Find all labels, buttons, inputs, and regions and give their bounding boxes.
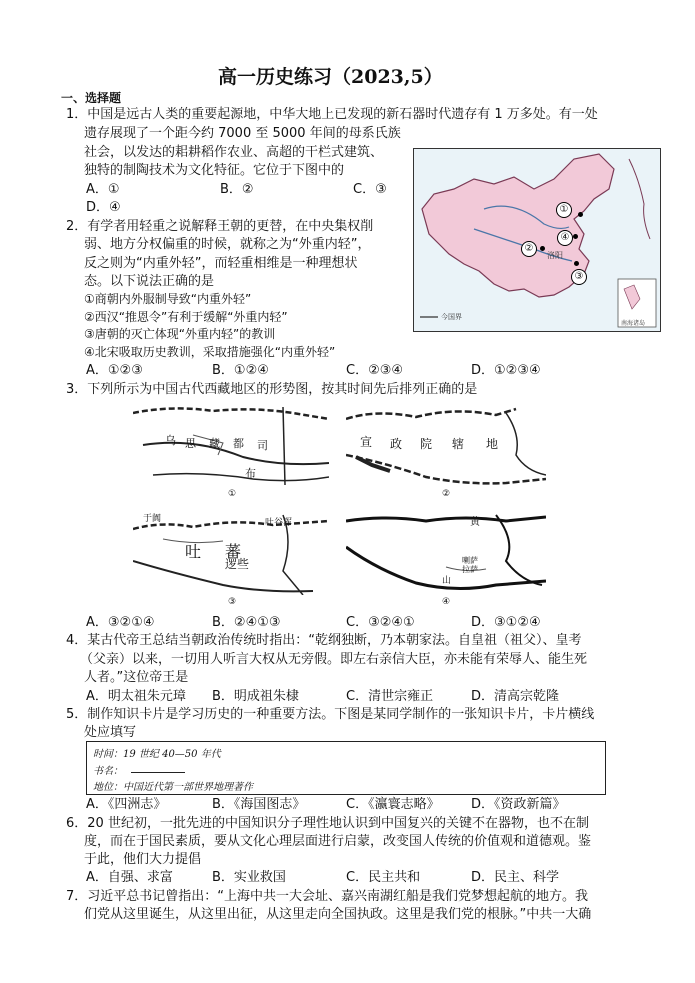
map4-label-3: 拉萨 bbox=[462, 565, 478, 574]
map1-label-6: 布 bbox=[245, 467, 256, 480]
q3-option-a: A．③②①④ bbox=[86, 615, 155, 630]
map2-label-2: 政 bbox=[390, 437, 403, 451]
map-point-2 bbox=[540, 246, 545, 251]
q2-option-c: C．②③④ bbox=[346, 363, 404, 378]
map3-label-2: 吐谷浑 bbox=[265, 518, 293, 528]
map-point-4 bbox=[573, 234, 578, 239]
q2-option-a: A．①②③ bbox=[86, 363, 143, 378]
q1-line-2: 遗存展现了一个距今约 7000 至 5000 年间的母系氏族 bbox=[84, 126, 401, 141]
map3-label-1: 于阗 bbox=[143, 514, 162, 524]
tibet-map-2 bbox=[346, 405, 546, 487]
map-point-1 bbox=[578, 212, 583, 217]
q2-statement-2: ②西汉“推恩令”有利于缓解“外重内轻” bbox=[84, 310, 288, 324]
q1-option-d: D．④ bbox=[86, 200, 121, 215]
q6-line-1: 6．20 世纪初，一批先进的中国知识分子理性地认识到中国复兴的关键不在器物，也不在制 bbox=[66, 816, 589, 831]
map1-label-5: 司 bbox=[257, 439, 268, 452]
q5-option-c: C．《瀛寰志略》 bbox=[346, 797, 440, 812]
card-status: 地位：中国近代第一部世界地理著作 bbox=[93, 782, 253, 793]
section-heading: 一、选择题 bbox=[61, 91, 122, 105]
map-marker-2: ② bbox=[521, 241, 537, 257]
map2-label-5: 地 bbox=[486, 437, 499, 451]
map2-label-1: 宣 bbox=[360, 435, 373, 449]
q2-line-4: 态。以下说法正确的是 bbox=[84, 274, 215, 289]
q4-option-b: B．明成祖朱棣 bbox=[212, 689, 299, 704]
q3-option-c: C．③②④① bbox=[346, 615, 415, 630]
q1-line-3: 社会，以发达的耜耕稻作农业、高超的干栏式建筑、 bbox=[84, 145, 384, 160]
card-time: 时间：19 世纪 40—50 年代 bbox=[93, 749, 221, 760]
map4-caption: ④ bbox=[442, 597, 451, 607]
q5-option-b: B．《海国图志》 bbox=[212, 797, 306, 812]
q3-stem: 3．下列所示为中国古代西藏地区的形势图，按其时间先后排列正确的是 bbox=[66, 382, 478, 397]
china-map bbox=[413, 148, 661, 332]
q2-statement-3: ③唐朝的灭亡体现“外重内轻”的教训 bbox=[84, 327, 276, 341]
map-marker-3: ③ bbox=[571, 269, 587, 285]
q1-option-c: C．③ bbox=[353, 182, 387, 197]
map4-label-1: 黄 bbox=[470, 517, 480, 528]
q6-line-3: 于此，他们大力提倡 bbox=[84, 852, 202, 867]
q3-option-d: D．③①②④ bbox=[471, 615, 541, 630]
map3-label-4: 蕃 bbox=[225, 542, 242, 561]
map-marker-1: ① bbox=[556, 202, 572, 218]
map4-label-4: 山 bbox=[442, 576, 452, 586]
knowledge-card bbox=[86, 741, 606, 795]
q6-option-b: B．实业救国 bbox=[212, 870, 286, 885]
q2-option-b: B．①②④ bbox=[212, 363, 269, 378]
q5-option-d: D．《资政新篇》 bbox=[471, 797, 566, 812]
q4-option-d: D．清高宗乾隆 bbox=[471, 689, 560, 704]
q7-line-1: 7．习近平总书记曾指出：“上海中共一大会址、嘉兴南湖红船是我们党梦想起航的地方。我 bbox=[66, 889, 589, 904]
map1-label-2: 思 bbox=[185, 437, 196, 450]
tibet-map-1 bbox=[133, 405, 329, 487]
q4-option-c: C．清世宗雍正 bbox=[346, 689, 434, 704]
map2-label-4: 辖 bbox=[452, 437, 465, 451]
q1-option-b: B．② bbox=[220, 182, 254, 197]
q2-line-3: 反之则为“内重外轻”，而轻重相维是一种理想状 bbox=[84, 256, 358, 271]
map-inset-label: 南海诸岛 bbox=[621, 320, 646, 327]
tibet-map-2-figure bbox=[346, 405, 546, 487]
map1-caption: ① bbox=[228, 489, 237, 499]
map2-caption: ② bbox=[442, 489, 451, 499]
map3-caption: ③ bbox=[228, 597, 237, 607]
q3-option-b: B．②④①③ bbox=[212, 615, 281, 630]
q5-option-a: A．《四洲志》 bbox=[86, 797, 167, 812]
map3-label-5: 逻些 bbox=[225, 557, 250, 571]
map3-label-3: 吐 bbox=[185, 542, 202, 561]
q2-statement-4: ④北宋吸取历史教训，采取措施强化“内重外轻” bbox=[84, 345, 336, 359]
map2-label-3: 院 bbox=[420, 437, 433, 451]
map-legend: 今国界 bbox=[441, 313, 462, 321]
q2-statement-1: ①商朝内外服制导致“内重外轻” bbox=[84, 292, 252, 306]
q1-line-1: 1．中国是远古人类的重要起源地，中华大地上已发现的新石器时代遗存有 1 万多处。有一处 bbox=[66, 107, 598, 122]
map4-label-2: 喇萨 bbox=[462, 556, 478, 565]
q6-line-2: 度，而在于国民素质，要从文化心理层面进行启蒙，改变国人传统的价值观和道德观。鉴 bbox=[84, 834, 592, 849]
q4-line-1: 4．某古代帝王总结当朝政治传统时指出：“乾纲独断，乃本朝家法。自皇祖（祖父）、皇考 bbox=[66, 633, 582, 648]
china-map-figure bbox=[414, 149, 660, 331]
map-city-label: 洛阳 bbox=[547, 251, 563, 260]
tibet-map-4 bbox=[346, 511, 546, 595]
q6-option-c: C．民主共和 bbox=[346, 870, 421, 885]
card-book-label: 书名： bbox=[93, 766, 123, 777]
card-blank-line bbox=[131, 772, 185, 773]
map-point-3 bbox=[574, 261, 579, 266]
q6-option-a: A．自强、求富 bbox=[86, 870, 173, 885]
q4-line-3: 人者。”这位帝王是 bbox=[84, 670, 189, 685]
tibet-map-3 bbox=[133, 511, 329, 595]
q4-line-2: （父亲）以来，一切用人听言大权从无旁假。即左右亲信大臣，亦未能有荣辱人、能生死 bbox=[80, 652, 588, 667]
tibet-map-1-figure bbox=[133, 405, 329, 487]
q5-line-1: 5．制作知识卡片是学习历史的一种重要方法。下图是某同学制作的一张知识卡片，卡片横线 bbox=[66, 707, 595, 722]
q2-option-d: D．①②③④ bbox=[471, 363, 541, 378]
page-title: 高一历史练习（2023,5） bbox=[218, 66, 443, 88]
q2-line-1: 2．有学者用轻重之说解释王朝的更替，在中央集权削 bbox=[66, 219, 374, 234]
q4-option-a: A．明太祖朱元璋 bbox=[86, 689, 186, 704]
q7-line-2: 们党从这里诞生，从这里出征，从这里走向全国执政。这里是我们党的根脉。”中共一大确 bbox=[84, 907, 592, 922]
q5-line-2: 处应填写 bbox=[84, 725, 137, 740]
q1-line-4: 独特的制陶技术为文化特征。它位于下图中的 bbox=[84, 163, 345, 178]
map1-label-1: 乌 bbox=[165, 434, 176, 447]
q2-line-2: 弱、地方分权偏重的时候，就称之为“外重内轻”， bbox=[84, 237, 371, 252]
q1-option-a: A．① bbox=[86, 182, 120, 197]
map1-label-3: 藏 bbox=[209, 437, 220, 450]
map1-label-4: 都 bbox=[233, 437, 244, 450]
q6-option-d: D．民主、科学 bbox=[471, 870, 560, 885]
map-marker-4: ④ bbox=[557, 230, 573, 246]
